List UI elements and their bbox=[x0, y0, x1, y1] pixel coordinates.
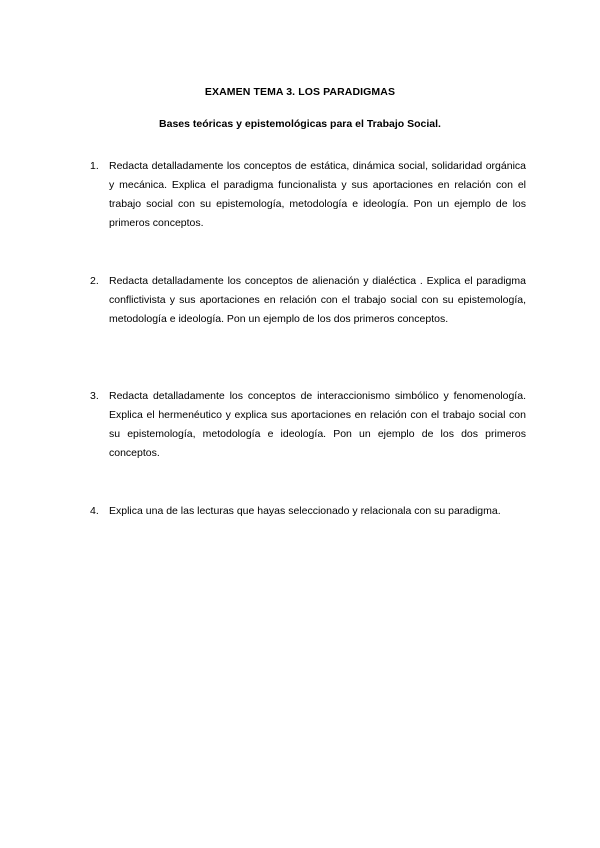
question-number: 2. bbox=[90, 275, 99, 287]
question-text: Redacta detalladamente los conceptos de alienación y dialéctica . Explica el paradigma conflictivista y sus aportaciones en relación con el trabajo social con su epistemología, metodología e ideología. Pon un ejemplo de los dos primeros conceptos. bbox=[109, 275, 526, 325]
question-number: 1. bbox=[90, 160, 99, 172]
question-3 bbox=[90, 387, 526, 463]
question-number: 3. bbox=[90, 390, 99, 402]
page-title: EXAMEN TEMA 3. LOS PARADIGMAS bbox=[204, 86, 396, 98]
question-text: Explica una de las lecturas que hayas seleccionado y relacionala con su paradigma. bbox=[109, 505, 501, 517]
question-4 bbox=[90, 502, 526, 521]
page-subtitle: Bases teóricas y epistemológicas para el Trabajo Social. bbox=[159, 118, 441, 130]
question-1 bbox=[90, 157, 526, 233]
question-text: Redacta detalladamente los conceptos de interaccionismo simbólico y fenomenología. Explica el hermenéutico y explica sus aportaciones en relación con el trabajo social con su epistemología, metodología e ideología. Pon un ejemplo de los dos primeros conceptos. bbox=[109, 390, 526, 459]
question-number: 4. bbox=[90, 505, 99, 517]
question-2 bbox=[90, 272, 526, 329]
question-text: Redacta detalladamente los conceptos de estática, dinámica social, solidaridad orgánica y mecánica. Explica el paradigma funcionalista y sus aportaciones en relación con el trabajo social con su epistemología, metodología e ideología. Pon un ejemplo de los primeros conceptos. bbox=[109, 160, 526, 229]
